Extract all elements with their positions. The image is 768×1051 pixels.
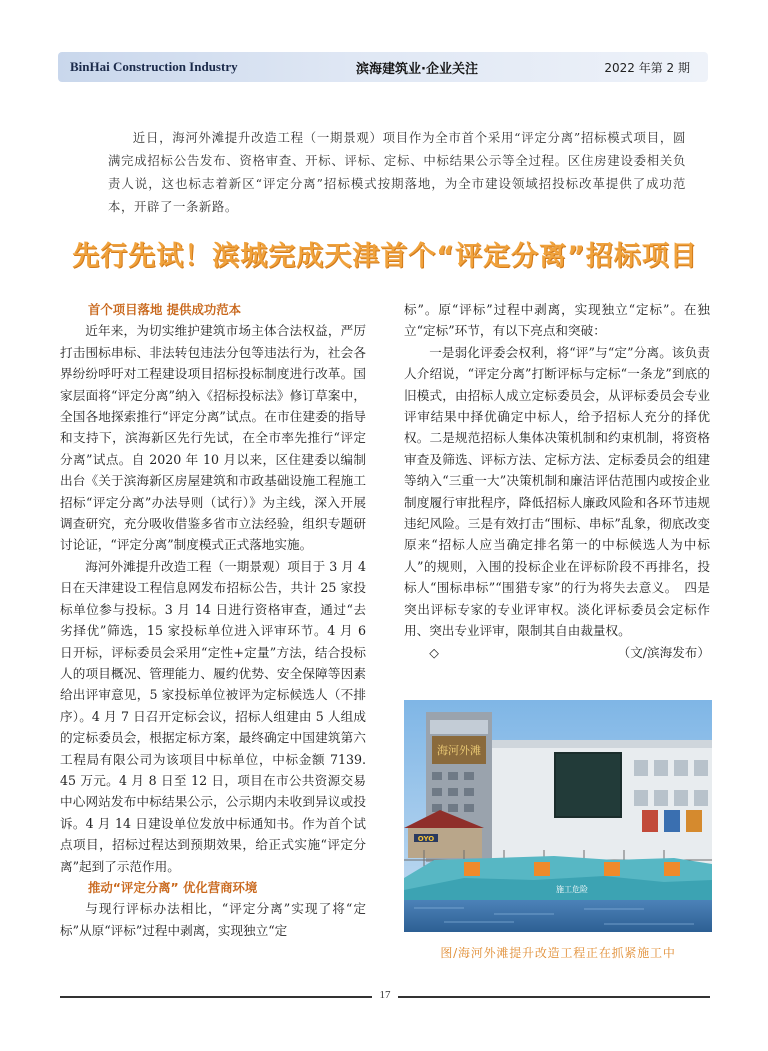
body-paragraph: 与现行评标办法相比，“评定分离”实现了将“定标”从原“评标”过程中剥离，实现独立“定 bbox=[60, 901, 366, 938]
article-title: 先行先试！滨城完成天津首个“评定分离”招标项目 bbox=[72, 241, 698, 272]
photo-caption: 图/海河外滩提升改造工程正在抓紧施工中 bbox=[440, 946, 676, 960]
body-paragraph: 海河外滩提升改造工程（一期景观）项目于 3 月 4 日在天津建设工程信息网发布招标公告，共计 25 家投标单位参与投标。3 月 14 日进行资格审查，通过“去劣择优”筛选，15 家投标单位进入评审环节。4 月 6 日开标，评标委员会采用“定性+定量”方法，结合投标人的项目概况、管理能力、履约优势、安全保障等因素给出评审意见，5 家投标单位被评为定标候选人（不排序）。4 月 7 日召开定标会议，招标人组建由 5 人组成的定标委员会，根据定标方案，最终确定中国建筑第六工程局有限公司为该项目中标单位，中标金额 7139. 45 万元。4 月 8 日至 12 日，项目在市公共资源交易中心网站发布中标结果公示，公示期内未收到异议或投诉。4 月 14 日建设单位发放中标通知书。作为首个试点项目，招标过程达到预期效果，给正式实施“评定分离”起到了示范作用。 bbox=[60, 558, 366, 874]
footer-rule-right bbox=[398, 996, 710, 998]
byline: （文/滨海发布） bbox=[617, 644, 710, 660]
screen-brand: OYO bbox=[417, 835, 435, 843]
issue-number: 2022 年第 2 期 bbox=[604, 61, 690, 75]
publication-name-en: BinHai Construction Industry bbox=[70, 59, 238, 74]
body-paragraph: 一是弱化评委会权利，将“评”与“定”分离。该负责人介绍说，“评定分离”打断评标与定标“一条龙”到底的旧模式，由招标人成立定标委员会，从评标委员会专业评审结果中择优确定中标人，给予招标人充分的择优权。二是规范招标人集体决策机制和约束机制，将资格审查及筛选、评标方法、定标方法、定标委员会的组建等纳入“三重一大”决策机制和廉洁评估范围内或按企业制度履行审批程序，降低招标人廉政风险和各环节违规违纪风险。三是有效打击“围标、串标”乱象，彻底改变原来“招标人应当确定排名第一的中标候选人为中标人”的规则，入围的投标企业在评标阶段不再排名，投标人“围标串标”“围猎专家”的行为将失去意义。 四是突出评标专家的专业评审权。淡化评标委员会定标作用、突出专业评审，限制其自由裁量权。 bbox=[404, 344, 710, 639]
footer-rule-left bbox=[60, 996, 372, 998]
intro-paragraph: 近日，海河外滩提升改造工程（一期景观）项目作为全市首个采用“评定分离”招标模式项目，圆满完成招标公告发布、资格审查、开标、评标、定标、中标结果公示等全过程。区住房建设委相关负责人说，这也标志着新区“评定分离”招标模式按期落地，为全市建设领域招投标改革提供了成功范本，开辟了一条新路。 bbox=[108, 130, 686, 214]
left-column bbox=[60, 299, 366, 941]
section-heading-1: 首个项目落地 提供成功范本 bbox=[88, 302, 242, 317]
page-number: 17 bbox=[379, 989, 391, 1001]
article-signoff bbox=[404, 642, 710, 663]
construction-photo bbox=[404, 700, 712, 932]
body-paragraph: 近年来，为切实维护建筑市场主体合法权益，严厉打击围标串标、非法转包违法分包等违法行为，社会各界纷纷呼吁对工程建设项目招标投标制度进行改革。国家层面将“评定分离”纳入《招标投标法》修订草案中，全国各地探索推行“评定分离”试点。在市住建委的指导和支持下，滨海新区先行先试，在全市率先推行“评定分离”试点。自 2020 年 10 月以来，区住建委以编制出台《关于滨海新区房屋建筑和市政基础设施工程施工招标“评定分离”办法导则（试行）》为主线，深入开展调查研究，充分吸收借鉴多省市立法经验，组织专题研讨论证，“评定分离”制度模式正式落地实施。 bbox=[60, 323, 366, 553]
barrier-text: 施工危险 bbox=[556, 885, 588, 894]
section-heading-2: 推动“评定分离” 优化营商环境 bbox=[88, 879, 258, 895]
end-mark: ◇ bbox=[429, 644, 439, 660]
building-sign: 海河外滩 bbox=[437, 744, 481, 757]
construction-site-illustration bbox=[404, 700, 712, 932]
body-paragraph: 标”。原“评标”过程中剥离，实现独立“定标”。在独立“定标”环节，有以下亮点和突破： bbox=[404, 302, 710, 339]
publication-section: 滨海建筑业·企业关注 bbox=[356, 62, 478, 77]
right-column bbox=[404, 299, 710, 663]
page-header bbox=[58, 52, 708, 82]
